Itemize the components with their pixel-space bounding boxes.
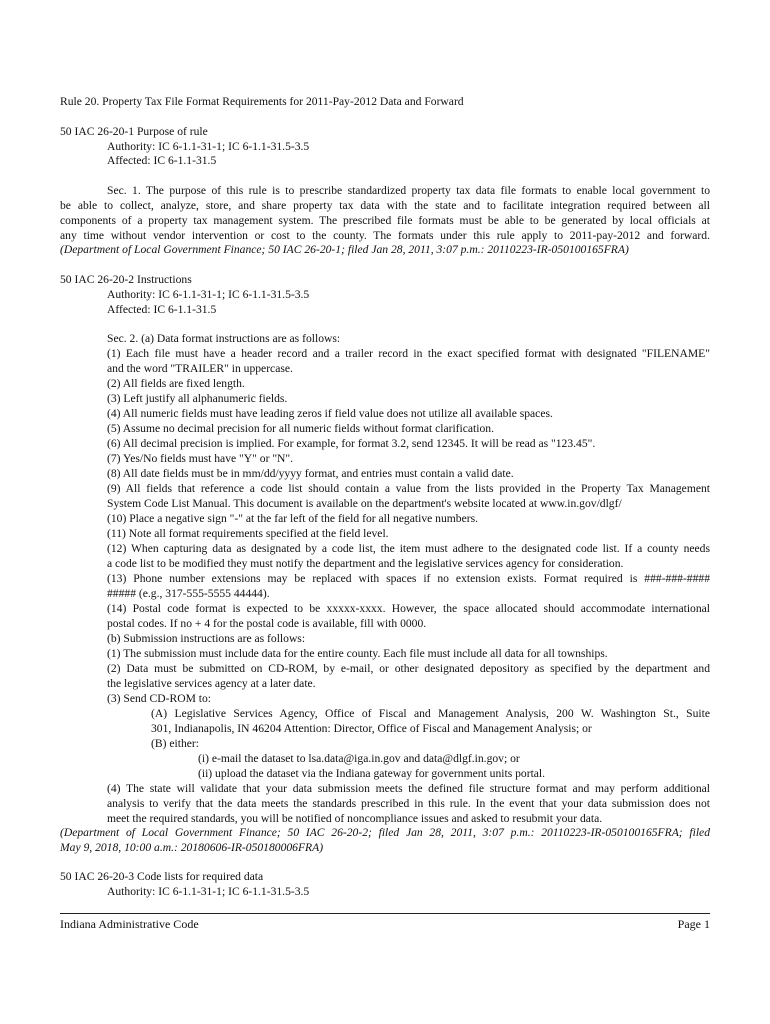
section-1-citation: (Department of Local Government Finance; 50 IAC 26-20-1; filed Jan 28, 2011, 3:07 p.m.: 20110223-IR-050100165FRA) [60,243,629,256]
section-2-line: (3) Send CD-ROM to: [107,692,212,705]
section-2-line: (7) Yes/No fields must have "Y" or "N". [107,452,294,465]
section-2-line: (A) Legislative Services Agency, Office of Fiscal and Management Analysis, 200 W. Washington St., Suite [151,707,710,720]
section-2-line: (5) Assume no decimal precision for all numeric fields without format clarification. [107,422,494,435]
section-2-line: and the word "TRAILER" in uppercase. [107,362,293,375]
footer-divider [60,913,710,914]
section-1-text-line: be able to collect, analyze, store, and share property tax data with the state and to facilitate integration required between all [60,199,710,212]
section-2-line: (4) The state will validate that your data submission meets the defined file structure format and may perform additional [107,782,710,795]
section-3-authority: Authority: IC 6-1.1-31-1; IC 6-1.1-31.5-3.5 [107,885,310,898]
section-2-line: (4) All numeric fields must have leading zeros if field value does not utilize all available spaces. [107,407,553,420]
section-1-affected: Affected: IC 6-1.1-31.5 [107,154,217,167]
rule-title: Rule 20. Property Tax File Format Requirements for 2011-Pay-2012 Data and Forward [60,95,464,108]
section-2-line: (6) All decimal precision is implied. For example, for format 3.2, send 12345. It will be read as "123.45". [107,437,596,450]
section-2-line: meet the required standards, you will be notified of noncompliance issues and asked to resubmit your data. [107,812,603,825]
section-2-citation: May 9, 2018, 10:00 a.m.: 20180606-IR-050180006FRA) [60,841,324,854]
section-2-authority: Authority: IC 6-1.1-31-1; IC 6-1.1-31.5-3.5 [107,288,310,301]
section-2-line: (2) Data must be submitted on CD-ROM, by e-mail, or other designated depository as specified by the department and [107,662,710,675]
section-2-line: (1) The submission must include data for the entire county. Each file must include all data for all townships. [107,647,608,660]
section-2-line: (B) either: [151,737,199,750]
section-2-line: (10) Place a negative sign "-" at the far left of the field for all negative numbers. [107,512,478,525]
section-2-line: (12) When capturing data as designated by a code list, the item must adhere to the designated code list. If a county needs [107,542,710,555]
section-2-line: Sec. 2. (a) Data format instructions are as follows: [107,332,341,345]
section-2-line: the legislative services agency at a later date. [107,677,316,690]
section-2-line: 301, Indianapolis, IN 46204 Attention: Director, Office of Fiscal and Management Analysis; or [151,722,592,735]
section-1-authority: Authority: IC 6-1.1-31-1; IC 6-1.1-31.5-3.5 [107,140,310,153]
section-2-line: analysis to verify that the data meets the standards prescribed in this rule. In the event that your data submission does not [107,797,710,810]
section-1-text-line: components of a property tax management system. The prescribed file formats must be able to be generated by local officials at [60,214,710,227]
section-2-line: (11) Note all format requirements specified at the field level. [107,527,389,540]
section-2-line: (8) All date fields must be in mm/dd/yyyy format, and entries must contain a valid date. [107,467,514,480]
section-2-heading: 50 IAC 26-20-2 Instructions [60,273,192,286]
section-1-text-line: any time without vendor intervention or cost to the county. The formats under this rule apply to 2011-pay-2012 and forward. [60,229,710,242]
section-2-line: postal codes. If no + 4 for the postal code is available, fill with 0000. [107,617,427,630]
footer-publication-name: Indiana Administrative Code [60,917,199,931]
section-2-line: (i) e-mail the dataset to lsa.data@iga.in.gov and data@dlgf.in.gov; or [198,752,520,765]
section-2-line: (1) Each file must have a header record and a trailer record in the exact specified format with designated "FILENAME" [107,347,710,360]
section-2-affected: Affected: IC 6-1.1-31.5 [107,303,217,316]
section-2-line: (2) All fields are fixed length. [107,377,245,390]
section-2-citation: (Department of Local Government Finance; 50 IAC 26-20-2; filed Jan 28, 2011, 3:07 p.m.: 20110223-IR-050100165FRA; filed [60,826,710,839]
section-2-line: (14) Postal code format is expected to be xxxxx-xxxx. However, the space allocated should accommodate international [107,602,710,615]
section-1-heading: 50 IAC 26-20-1 Purpose of rule [60,125,208,138]
section-2-line: ##### (e.g., 317-555-5555 44444). [107,587,270,600]
section-2-line: System Code List Manual. This document is available on the department's website located at www.in.gov/dlgf/ [107,497,622,510]
section-2-line: (b) Submission instructions are as follows: [107,632,306,645]
section-2-line: a code list to be modified they must notify the department and the legislative services agency for consideration. [107,557,624,570]
section-2-line: (13) Phone number extensions may be replaced with spaces if no extension exists. Format required is ###-###-#### [107,572,710,585]
section-1-text-line: Sec. 1. The purpose of this rule is to prescribe standardized property tax data file formats to enable local government to [107,184,710,197]
footer-page-number: Page 1 [677,917,710,931]
section-2-line: (9) All fields that reference a code list should contain a value from the lists provided in the Property Tax Management [107,482,710,495]
section-2-line: (ii) upload the dataset via the Indiana gateway for government units portal. [198,767,546,780]
section-3-heading: 50 IAC 26-20-3 Code lists for required data [60,870,264,883]
section-2-line: (3) Left justify all alphanumeric fields. [107,392,288,405]
